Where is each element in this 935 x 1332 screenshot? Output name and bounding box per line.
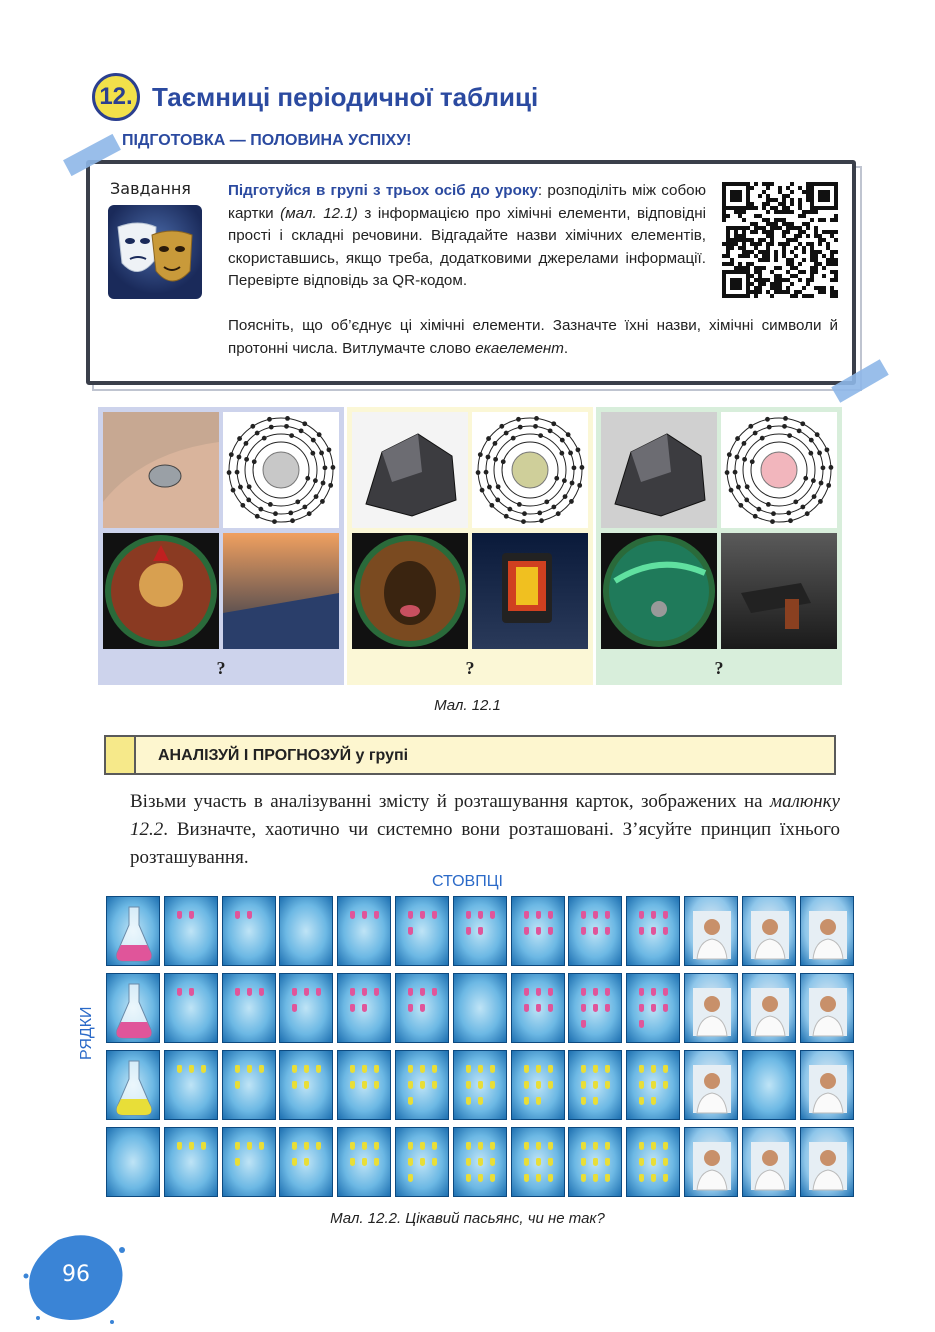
scientist-card (800, 1050, 854, 1120)
scientist-card (684, 1050, 738, 1120)
flask-card (337, 1050, 391, 1120)
paragraph-part-1: Візьми участь в аналізуванні змісту й розташування карток, зображених на (130, 791, 770, 812)
panel-2-question-mark: ? (465, 658, 475, 678)
flask-card (164, 973, 218, 1043)
task-text-1: : розподіліть між собою картки (228, 182, 706, 222)
panel-3-card-photo (721, 533, 837, 649)
flask-card (279, 1050, 333, 1120)
flask-card (568, 973, 622, 1043)
flask-card (453, 973, 507, 1043)
paragraph-part-2: . Визначте, хаотично чи системно вони розташовані. З’ясуйте принцип їхнього розташування. (130, 819, 840, 868)
panel-1-card-photo (223, 533, 339, 649)
flask-card (164, 1127, 218, 1197)
flask-card (568, 1127, 622, 1197)
flask-card (337, 1127, 391, 1197)
flask-card (106, 1050, 160, 1120)
panel-2-card-round (352, 533, 468, 649)
analyze-paragraph (130, 788, 840, 872)
flask-card (106, 896, 160, 966)
flask-card (453, 1050, 507, 1120)
scientist-card (742, 1127, 796, 1197)
panel-2-card-photo (472, 533, 588, 649)
flask-card (511, 973, 565, 1043)
element-panel-3 (596, 407, 842, 685)
task-text-explain (228, 315, 838, 360)
flask-card (453, 1127, 507, 1197)
task-text-end: . (563, 339, 569, 357)
qr-code[interactable] (722, 182, 838, 298)
panel-2-card-atom (472, 412, 588, 528)
scientist-card (800, 896, 854, 966)
flask-card (279, 896, 333, 966)
flask-card (222, 1127, 276, 1197)
chapter-title: Таємниці періодичної таблиці (152, 82, 539, 112)
flask-card (395, 1050, 449, 1120)
page-number: 96 (62, 1262, 90, 1287)
task-label: Завдання (110, 179, 191, 198)
task-text-2: з інформацією про хімічні елементи, відповідні прості і складні речовини. Відгадайте назви хімічних елементів, скориставшись, якщо треба, додатковими джерелами інформації. Перевірте відповідь за QR-кодом. (228, 204, 706, 290)
scientist-card (742, 973, 796, 1043)
flask-card (222, 1050, 276, 1120)
flask-card (106, 1127, 160, 1197)
task-figure-ref: (мал. 12.1) (280, 204, 358, 222)
panel-1-card-round (103, 533, 219, 649)
scientist-card (800, 1127, 854, 1197)
analyze-title: АНАЛІЗУЙ І ПРОГНОЗУЙ у групі (158, 747, 409, 764)
panel-3-card-round (601, 533, 717, 649)
panel-3-card-atom (721, 412, 837, 528)
flask-card (395, 896, 449, 966)
scientist-card (800, 973, 854, 1043)
element-panel-1 (98, 407, 344, 685)
figure-12-2-caption: Мал. 12.2. Цікавий пасьянс, чи не так? (330, 1210, 605, 1227)
panel-2-card-substance (352, 412, 468, 528)
flask-card (626, 896, 680, 966)
flask-card (222, 896, 276, 966)
panel-1-card-atom (223, 412, 339, 528)
flask-card (511, 1127, 565, 1197)
flask-card (337, 896, 391, 966)
task-term: екаелемент (475, 339, 564, 357)
flask-card (222, 973, 276, 1043)
figure-12-1-caption: Мал. 12.1 (434, 697, 501, 714)
columns-label: СТОВПЦІ (432, 873, 503, 890)
panel-1-question-mark: ? (216, 658, 226, 678)
flask-card (279, 973, 333, 1043)
flask-card (395, 1127, 449, 1197)
scientist-card (684, 973, 738, 1043)
panel-1-card-substance (103, 412, 219, 528)
flask-card (626, 1050, 680, 1120)
element-panel-2 (347, 407, 593, 685)
flask-card (395, 973, 449, 1043)
panel-3-card-substance (601, 412, 717, 528)
paragraph-figure-ref: малюнку 12.2 (130, 791, 840, 840)
flask-card (106, 973, 160, 1043)
flask-card (568, 896, 622, 966)
flask-card (626, 973, 680, 1043)
flask-card (337, 973, 391, 1043)
task-text-3: Поясніть, що об’єднує ці хімічні елементи. Зазначте їхні назви, хімічні символи й протонні числа. Витлумачте слово (228, 317, 838, 357)
analyze-banner-tab (104, 735, 136, 775)
scientist-card (684, 896, 738, 966)
prep-heading: ПІДГОТОВКА — ПОЛОВИНА УСПІХУ! (122, 132, 412, 149)
flask-card (626, 1127, 680, 1197)
flask-card (511, 896, 565, 966)
theatre-masks-image (108, 205, 202, 299)
flask-card (164, 1050, 218, 1120)
chapter-number-badge: 12. (92, 73, 140, 121)
rows-label: РЯДКИ (78, 1006, 95, 1060)
flask-card (511, 1050, 565, 1120)
flask-card (453, 896, 507, 966)
flask-card (279, 1127, 333, 1197)
scientist-card (742, 896, 796, 966)
flask-card (164, 896, 218, 966)
scientist-card (684, 1127, 738, 1197)
panel-3-question-mark: ? (714, 658, 724, 678)
task-text (228, 180, 706, 293)
task-lead: Підготуйся в групі з трьох осіб до уроку (228, 182, 538, 199)
flask-card (568, 1050, 622, 1120)
flask-card (742, 1050, 796, 1120)
